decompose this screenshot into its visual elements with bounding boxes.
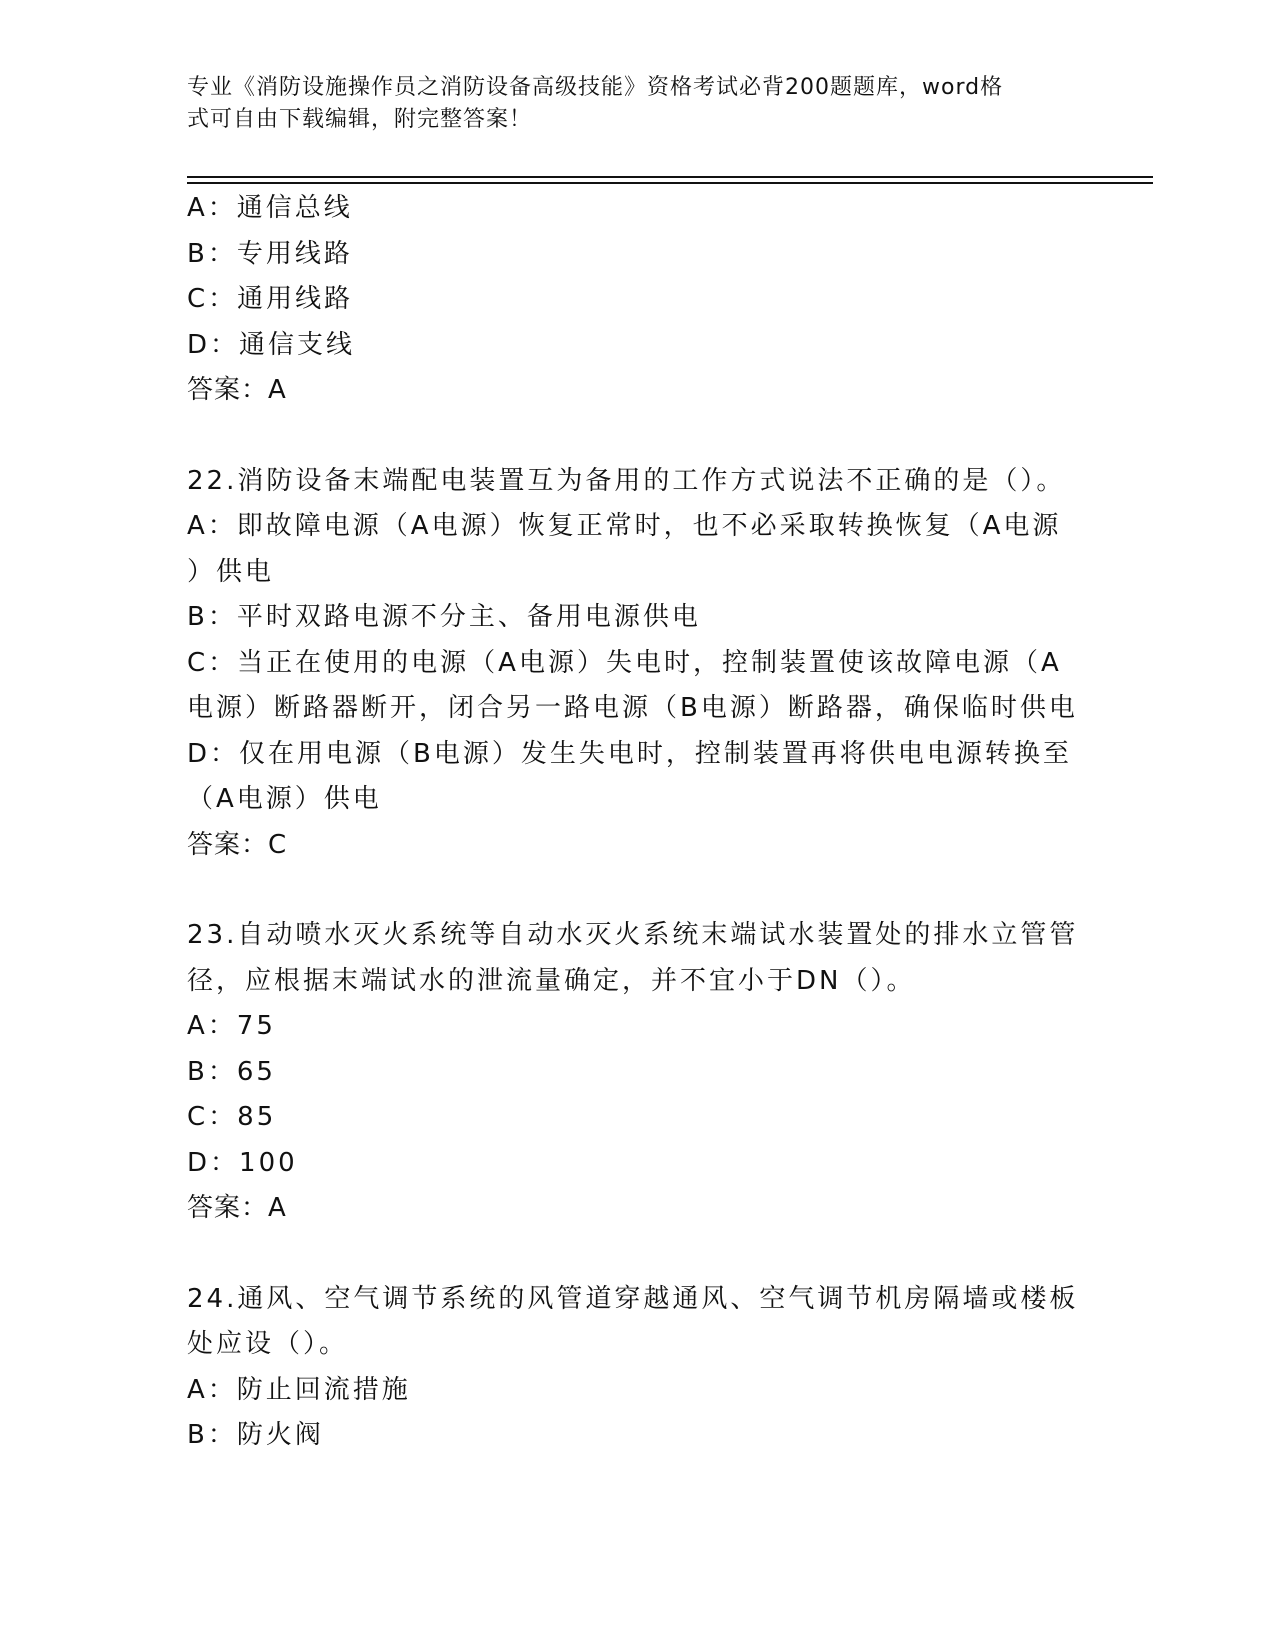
option-a: A：75 <box>187 1011 276 1041</box>
question-24-text-cont: 处应设（）。 <box>187 1329 349 1359</box>
question-content <box>187 186 1087 1459</box>
answer-line: 答案：C <box>187 829 288 860</box>
question-24-text: 24.通风、空气调节系统的风管道穿越通风、空气调节机房隔墙或楼板 <box>187 1283 1079 1314</box>
option-a-cont: ）供电 <box>187 556 275 587</box>
option-c-cont: 电源）断路器断开，闭合另一路电源（B电源）断路器，确保临时供电 <box>187 693 1078 723</box>
option-b: B：专用线路 <box>187 238 353 269</box>
option-c: C：通用线路 <box>187 284 354 314</box>
header-divider-top <box>187 176 1153 178</box>
option-d: D：仅在用电源（B电源）发生失电时，控制装置再将供电电源转换至 <box>187 738 1072 769</box>
option-c: C：当正在使用的电源（A电源）失电时，控制装置使该故障电源（A <box>187 647 1062 678</box>
option-d-cont: （A电源）供电 <box>187 784 382 814</box>
answer-line: 答案：A <box>187 1193 287 1223</box>
option-a: A：即故障电源（A电源）恢复正常时，也不必采取转换恢复（A电源 <box>187 511 1062 541</box>
header-divider-bottom <box>187 182 1153 184</box>
option-d: D：100 <box>187 1147 298 1178</box>
answer-line: 答案：A <box>187 375 287 405</box>
header-line-1: 专业《消防设施操作员之消防设备高级技能》资格考试必背200题题库，word格 <box>187 75 1004 100</box>
question-23-text-cont: 径，应根据末端试水的泄流量确定，并不宜小于DN（）。 <box>187 965 916 996</box>
header-line-2: 式可自由下载编辑，附完整答案！ <box>187 107 533 132</box>
question-22-text: 22.消防设备末端配电装置互为备用的工作方式说法不正确的是（）。 <box>187 465 1066 496</box>
option-a: A：防止回流措施 <box>187 1374 411 1405</box>
option-d: D：通信支线 <box>187 329 356 360</box>
option-b: B：65 <box>187 1056 276 1087</box>
option-b: B：平时双路电源不分主、备用电源供电 <box>187 602 701 632</box>
question-23-text: 23.自动喷水灭火系统等自动水灭火系统末端试水装置处的排水立管管 <box>187 920 1079 950</box>
option-a: A：通信总线 <box>187 193 353 223</box>
option-c: C：85 <box>187 1102 277 1132</box>
document-header <box>187 72 1067 136</box>
option-b: B：防火阀 <box>187 1420 324 1450</box>
